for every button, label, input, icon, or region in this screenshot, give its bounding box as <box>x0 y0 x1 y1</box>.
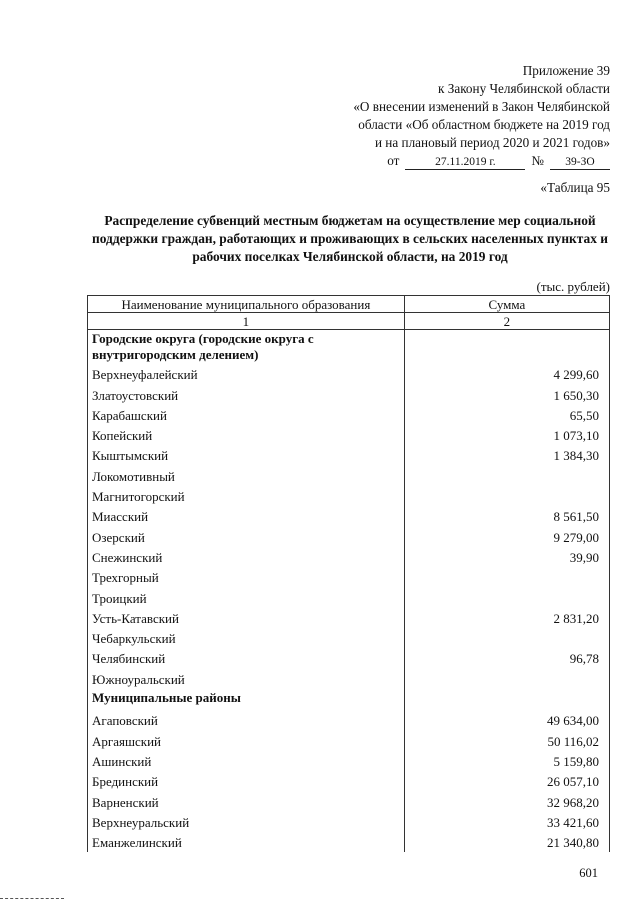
municipality-name: Локомотивный <box>88 465 405 485</box>
municipality-name: Верхнеуральский <box>88 812 405 832</box>
table-row <box>88 405 610 425</box>
appendix-header <box>310 62 610 170</box>
amount-value <box>404 587 609 607</box>
amount-value: 8 561,50 <box>404 506 609 526</box>
municipality-name: Чебаркульский <box>88 628 405 648</box>
from-label: от <box>387 153 400 168</box>
table-row <box>88 547 610 567</box>
amount-value: 4 299,60 <box>404 364 609 384</box>
table-row <box>88 608 610 628</box>
column-number: 2 <box>404 313 609 330</box>
municipality-name: Озерский <box>88 526 405 546</box>
table-row <box>88 506 610 526</box>
amount-value <box>404 330 609 365</box>
municipality-name: Еманжелинский <box>88 832 405 852</box>
table-row <box>88 751 610 771</box>
table-row <box>88 710 610 730</box>
column-number-row <box>88 313 610 330</box>
amount-value <box>404 628 609 648</box>
amount-value: 50 116,02 <box>404 730 609 750</box>
table-reference: «Таблица 95 <box>540 180 610 195</box>
amount-value: 9 279,00 <box>404 526 609 546</box>
column-number: 1 <box>88 313 405 330</box>
amount-value: 33 421,60 <box>404 812 609 832</box>
appendix-line: к Закону Челябинской области <box>438 81 610 96</box>
municipality-name: Брединский <box>88 771 405 791</box>
amount-value: 1 384,30 <box>404 445 609 465</box>
amount-value <box>404 486 609 506</box>
amount-value <box>404 567 609 587</box>
table-row <box>88 465 610 485</box>
table-row <box>88 364 610 384</box>
appendix-line: «О внесении изменений в Закон Челябинской <box>353 99 610 114</box>
table-row <box>88 730 610 750</box>
table-row <box>88 445 610 465</box>
municipality-name: Ашинский <box>88 751 405 771</box>
table-row <box>88 812 610 832</box>
municipality-name: Южноуральский <box>88 668 405 688</box>
municipality-name: Кыштымский <box>88 445 405 465</box>
municipality-name: Варненский <box>88 791 405 811</box>
group-row <box>88 689 610 710</box>
amount-value: 21 340,80 <box>404 832 609 852</box>
municipality-name: Трехгорный <box>88 567 405 587</box>
amount-value: 5 159,80 <box>404 751 609 771</box>
municipality-name: Копейский <box>88 425 405 445</box>
amount-value: 39,90 <box>404 547 609 567</box>
amount-value: 26 057,10 <box>404 771 609 791</box>
municipality-name: Усть-Катавский <box>88 608 405 628</box>
municipality-name: Городские округа (городские округа с внутригородским делением) <box>88 330 405 365</box>
municipality-name: Аргаяшский <box>88 730 405 750</box>
table-row <box>88 648 610 668</box>
table-row <box>88 526 610 546</box>
municipality-name: Миасский <box>88 506 405 526</box>
table-row <box>88 486 610 506</box>
municipality-name: Снежинский <box>88 547 405 567</box>
amount-value <box>404 689 609 710</box>
table-row <box>88 668 610 688</box>
table-row <box>88 791 610 811</box>
amount-value: 96,78 <box>404 648 609 668</box>
table-row <box>88 567 610 587</box>
units-label: (тыс. рублей) <box>536 279 610 294</box>
amount-value: 1 073,10 <box>404 425 609 445</box>
municipality-name: Муниципальные районы <box>88 689 405 710</box>
page-number: 601 <box>579 866 598 880</box>
footer-divider <box>0 898 64 899</box>
amount-value <box>404 465 609 485</box>
table-row <box>88 384 610 404</box>
amount-value: 32 968,20 <box>404 791 609 811</box>
municipality-name: Челябинский <box>88 648 405 668</box>
amount-value: 65,50 <box>404 405 609 425</box>
table-body <box>88 330 610 853</box>
table-row <box>88 587 610 607</box>
municipality-name: Верхнеуфалейский <box>88 364 405 384</box>
table-row <box>88 771 610 791</box>
header-amount: Сумма <box>404 296 609 313</box>
municipality-name: Златоустовский <box>88 384 405 404</box>
law-date: 27.11.2019 г. <box>405 155 525 170</box>
header-row <box>88 296 610 313</box>
group-row <box>88 330 610 365</box>
appendix-line: Приложение 39 <box>522 63 610 78</box>
document-title: Распределение субвенций местным бюджетам на осуществление мер социальной поддержки граждан, работающих и проживающих в сельских населенных пунктах и рабочих поселках Челябинской области, на 2019 год <box>92 213 608 264</box>
amount-value: 2 831,20 <box>404 608 609 628</box>
municipality-name: Троицкий <box>88 587 405 607</box>
subsidy-table <box>87 295 610 852</box>
law-number: 39-ЗО <box>550 155 610 170</box>
amount-value: 49 634,00 <box>404 710 609 730</box>
table-row <box>88 832 610 852</box>
header-municipality: Наименование муниципального образования <box>88 296 405 313</box>
amount-value <box>404 668 609 688</box>
table-row <box>88 425 610 445</box>
municipality-name: Карабашский <box>88 405 405 425</box>
appendix-line: и на плановый период 2020 и 2021 годов» <box>374 135 610 150</box>
municipality-name: Магнитогорский <box>88 486 405 506</box>
table-row <box>88 628 610 648</box>
municipality-name: Агаповский <box>88 710 405 730</box>
appendix-line: области «Об областном бюджете на 2019 год <box>358 117 610 132</box>
amount-value: 1 650,30 <box>404 384 609 404</box>
number-label: № <box>531 153 544 168</box>
law-date-number <box>310 152 610 170</box>
